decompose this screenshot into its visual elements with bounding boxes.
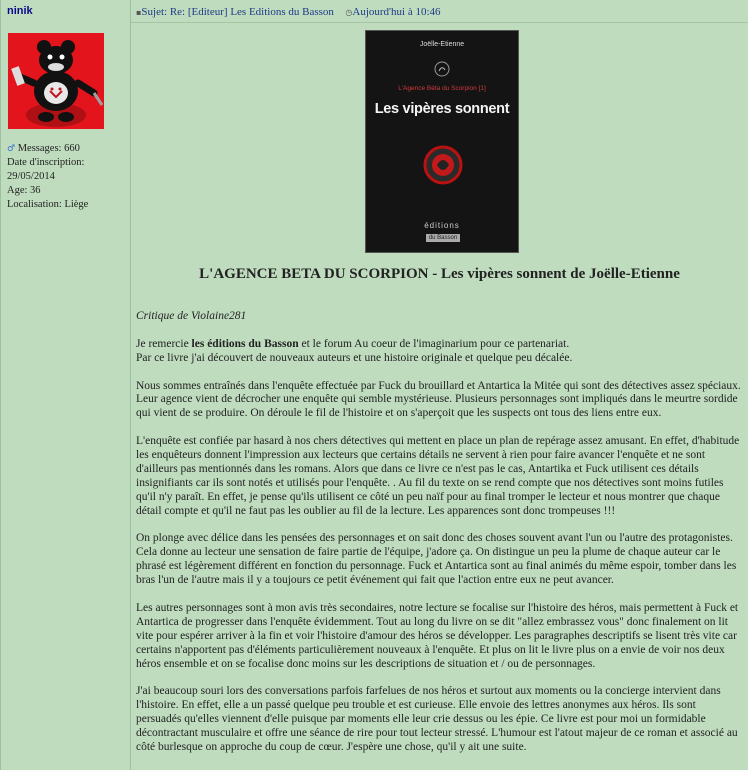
intro-text: Je remercie: [136, 337, 192, 350]
post-header: [136, 6, 441, 18]
avatar: [8, 33, 104, 129]
messages-count: Messages: 660: [17, 143, 80, 154]
user-location: Localisation: Liège: [7, 199, 89, 210]
cover-publisher-bar: du Basson: [426, 234, 460, 242]
intro-text-end: et le forum Au coeur de l'imaginarium pour ce partenariat.: [298, 337, 570, 350]
user-age: Age: 36: [7, 185, 41, 196]
cover-title: Les vipères sonnent: [374, 101, 510, 117]
review-paragraph: Nous sommes entraînés dans l'enquête effectuée par Fuck du brouillard et Antartica la Mitée qui sont des détectives assez spéciaux. Leur agence vient de décrocher une enquête qui semble mystérieuse. Plusieurs personnages sont impliqués dans le meurtre sordide qui vient de se produire. On déroule le fil de l'histoire et on s'aperçoit que les suspects ont tous des liens entre eux.: [136, 379, 741, 420]
cover-series: L'Agence Béta du Scorpion [1]: [398, 85, 486, 92]
user-profile-panel: [0, 0, 131, 770]
publisher-name: les éditions du Basson: [191, 337, 299, 350]
review-paragraph: L'enquête est confiée par hasard à nos chers détectives qui mettent en place un plan de repérage assez amusant. En effet, d'habitude les enquêteurs donnent l'impression aux lecteurs que certains détails ne servent à rien pour faire avancer l'enquête et ne sont d'ailleurs pas mentionnés dans les romans. Alors que dans ce livre ce n'est pas le cas, Antartika et Fuck utilisent ces détails insignifiants car ils sont notés et utilisés pour l'enquête. . Au fil du texte on se rend compte que nos détectives sont moins futiles qu'il n'y paraît. En effet, je pense qu'ils utilisent ce côté un peu naïf pour au final tromper le lecteur et nous montrer que chaque détail compte et qu'il ne faut pas les oublier au fil de la lecture. Les apparences sont donc trompeuses !!!: [136, 435, 740, 517]
review-paragraph: Les autres personnages sont à mon avis très secondaires, notre lecture se focalise sur l'histoire des héros, mais permettent à Fuck et Antartica de progresser dans l'enquête évidemment. Tout au long du livre on se dit "allez embrassez vous" donc finalement on lit vite pour espérer arriver à la fin et voir l'histoire d'amour des héros se développer. Les paragraphes descriptifs se lisent très vite car certains n'apportent pas d'éléments particulièrement nouveaux à l'enquête. Et plus on lit le livre plus on a envie de voir nos deux héros ensemble et on se focalise donc moins sur les descriptions de situation et / ou de personnages.: [136, 601, 739, 670]
post-icon: ▪: [136, 8, 142, 17]
scorpion-emblem-icon: [434, 61, 450, 77]
header-divider: [131, 22, 748, 23]
book-cover-image: [365, 30, 519, 253]
cover-publisher: éditions: [424, 221, 460, 230]
clock-icon: ◷: [345, 8, 353, 17]
bear-avatar-icon: [8, 33, 104, 129]
post-date: Aujourd'hui à 10:46: [352, 6, 441, 18]
user-stats: [7, 142, 130, 212]
male-gender-icon: ♂: [7, 144, 16, 154]
cover-author: Joëlle-Etienne: [419, 41, 465, 48]
review-paragraph: J'ai beaucoup souri lors des conversations parfois farfelues de nos héros et surtout aux moments ou la concierge intervient dans l'histoire. En effet, elle a un passé quelque peu trouble et est curieuse. Elle envoie des lettres anonymes aux héros. Ils sont persuadés qu'elles viennent d'elle puisque par moments elle leur crie dessus ou les épie. Ce livre est pour moi un formidable décontractant musculaire et offre une séance de rire pour tout lecteur stressé. L'humour est l'atout majeur de ce roman et associé au côté burlesque on approche du coup de cœur. J'espère une chose, qu'il y ait une suite.: [136, 685, 738, 753]
join-date: Date d'inscription: 29/05/2014: [7, 157, 85, 182]
review-paragraph: On plonge avec délice dans les pensées des personnages et on sait donc des choses souvent avant l'un ou l'autre des protagonistes. Cela donne au lecteur une sensation de faire partie de l'équipe, j'adore ça. On distingue un peu la plume de chaque auteur car le phrasé est légèrement différent en fonction du personnage. Fuck et Antartica sont au final animés du même espoir, tomber dans les bras l'un de l'autre mais il y a toujours ce petit événement qui fait que l'action entre eux ne peut avancer.: [136, 532, 737, 587]
intro-line2: Par ce livre j'ai découvert de nouveaux auteurs et une histoire originale et quelque peu décalée.: [136, 351, 573, 364]
book-title-heading: L'AGENCE BETA DU SCORPION - Les vipères sonnent de Joëlle-Etienne: [199, 266, 680, 282]
post-body: [136, 310, 742, 769]
cover-badge-icon: [423, 145, 463, 185]
critique-byline: Critique de Violaine281: [136, 310, 247, 322]
post-subject[interactable]: Sujet: Re: [Editeur] Les Editions du Basson: [141, 6, 334, 18]
username-link[interactable]: ninik: [7, 5, 33, 17]
intro-paragraph: [136, 338, 742, 366]
